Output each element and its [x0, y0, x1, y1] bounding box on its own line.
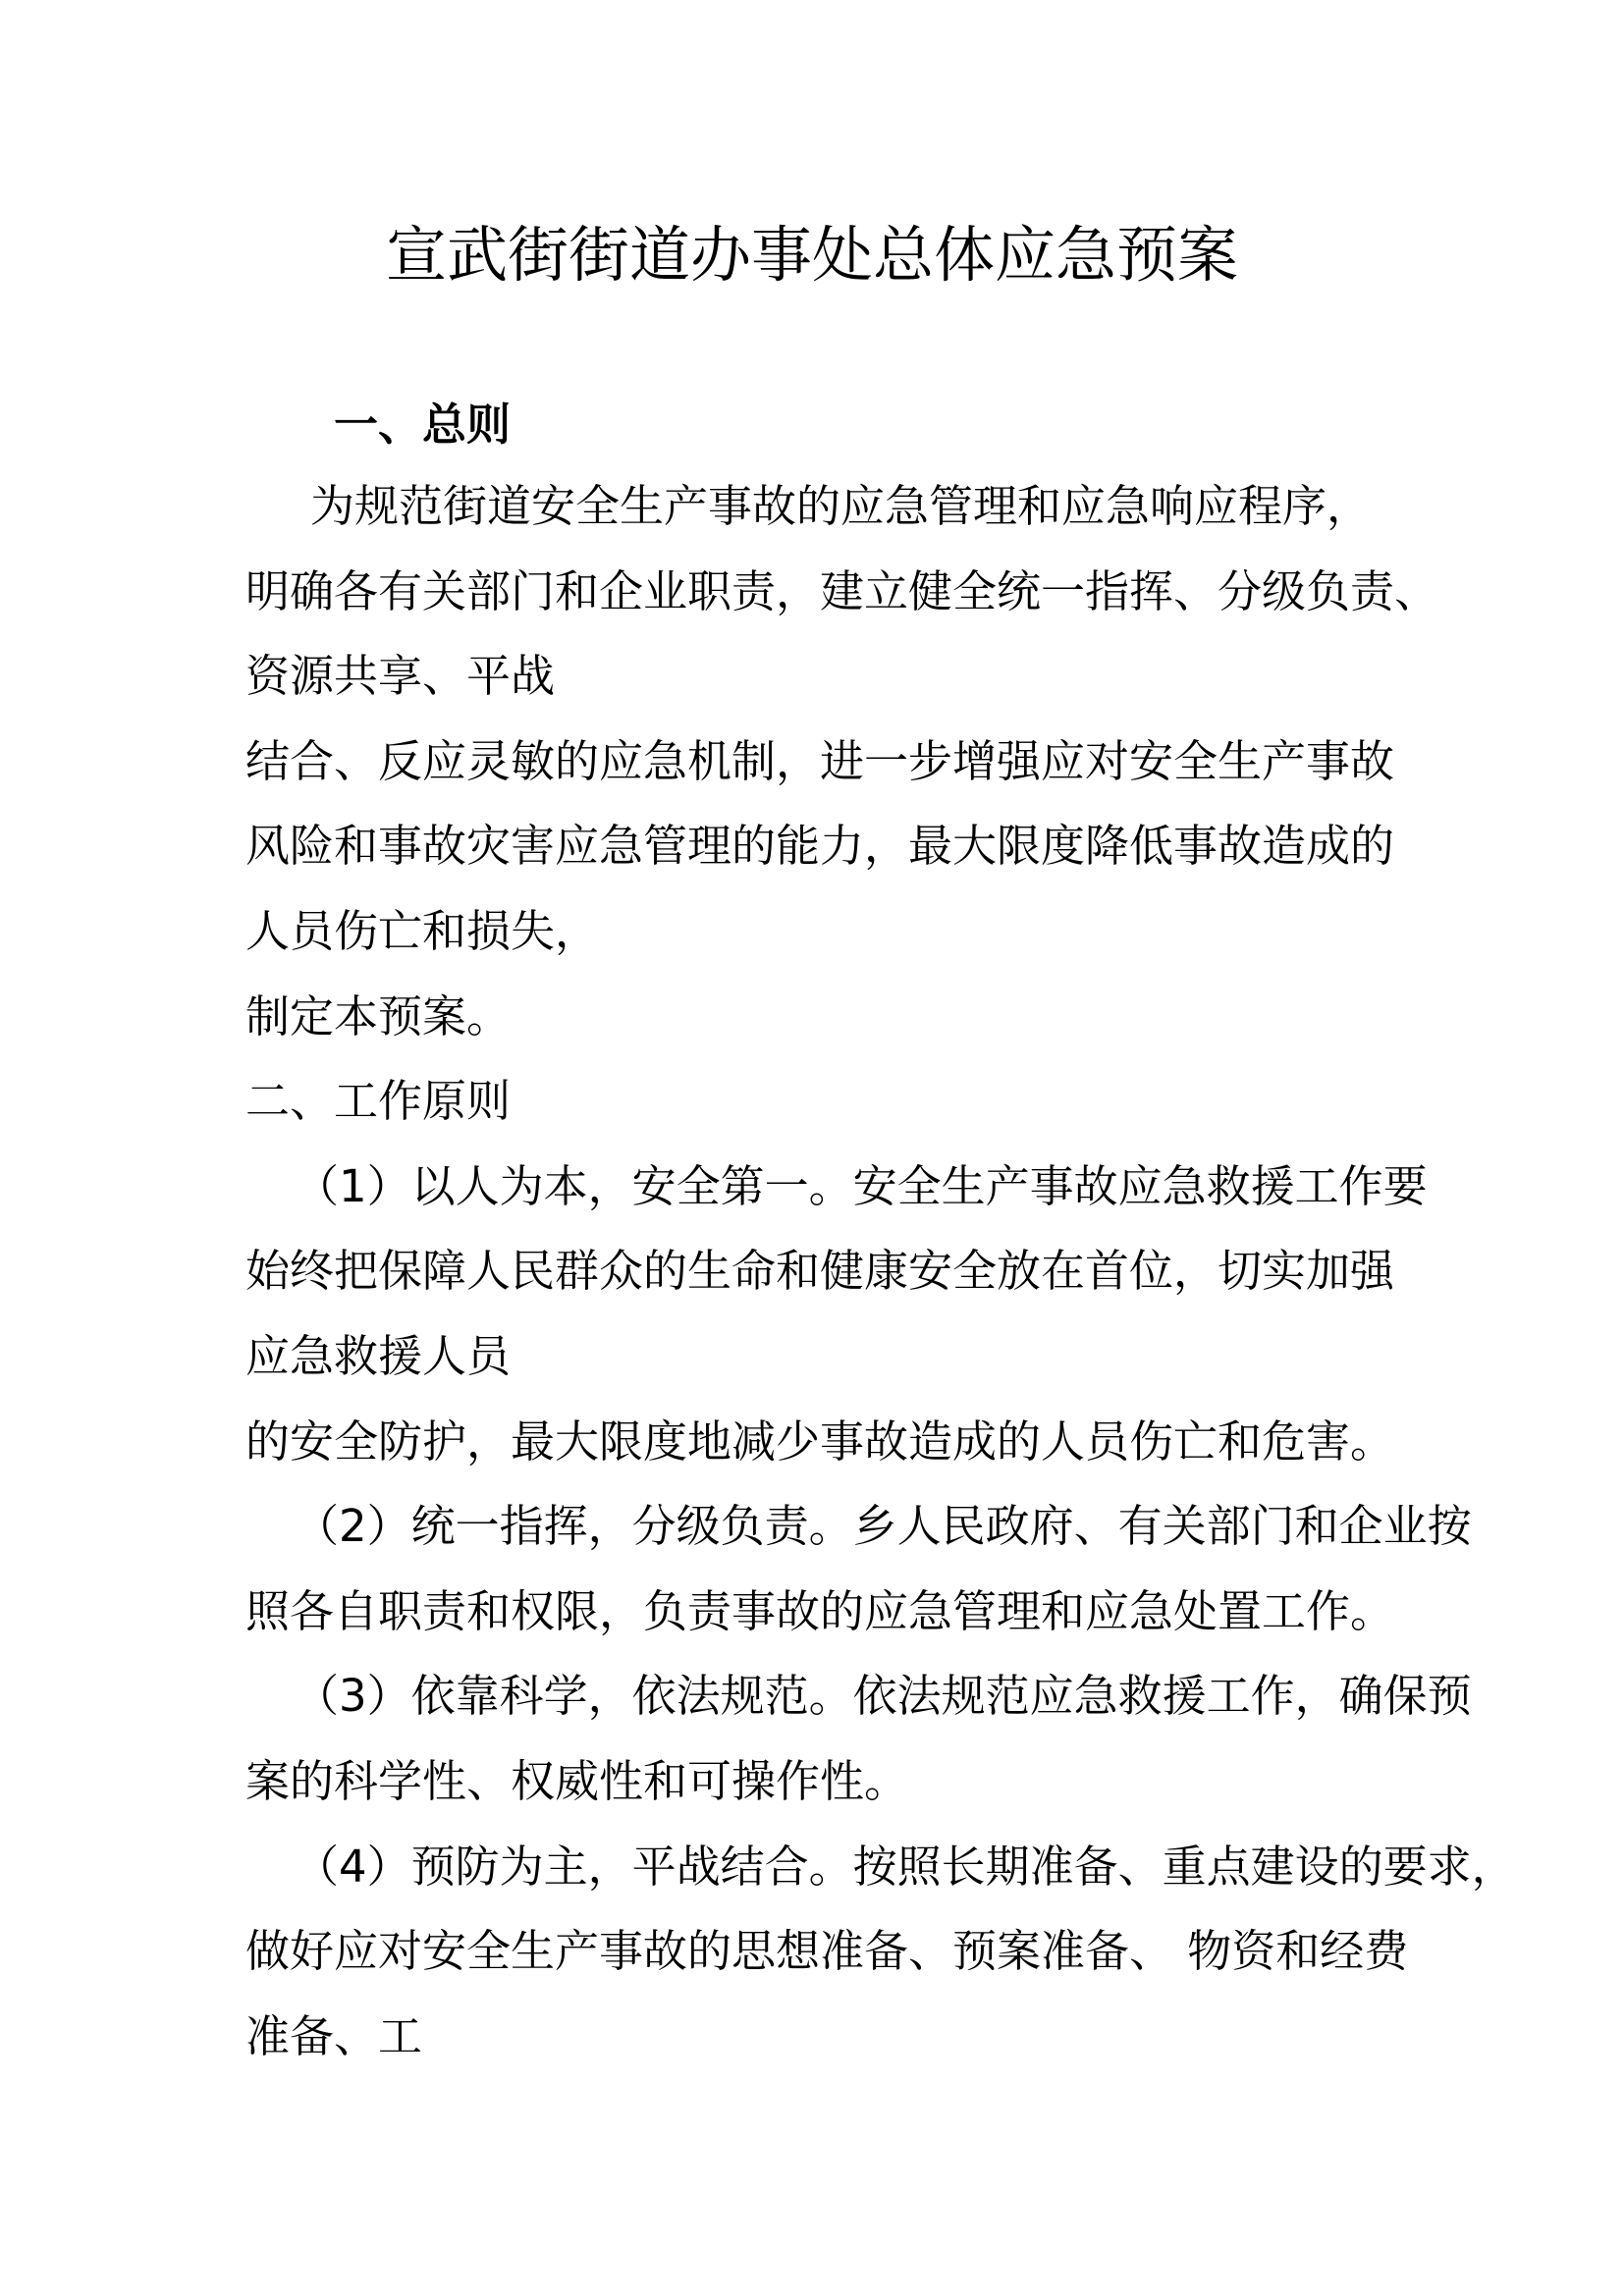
- body-line: 制定本预案。: [245, 990, 512, 1042]
- body-line: （2）统一指挥，分级负责。乡人民政府、有关部门和企业按: [295, 1500, 1472, 1552]
- body-line: 人员伤亡和损失，: [245, 905, 600, 957]
- body-line: 资源共享、平战: [245, 650, 556, 702]
- body-line: 案的科学性、权威性和可操作性。: [245, 1755, 909, 1807]
- body-line: （4）预防为主，平战结合。按照长期准备、重点建设的要求，: [295, 1841, 1516, 1893]
- body-line: 照各自职责和权限，负责事故的应急管理和应急处置工作。: [245, 1585, 1395, 1637]
- body-line: 结合、反应灵敏的应急机制，进一步增强应对安全生产事故: [245, 735, 1395, 787]
- section-heading-principles: 二、工作原则: [245, 1075, 512, 1127]
- body-line: 明确各有关部门和企业职责，建立健全统一指挥、分级负责、: [245, 565, 1439, 617]
- body-line: 准备、工: [245, 2010, 423, 2062]
- section-heading-general: 一、总则: [334, 399, 512, 451]
- body-line: 做好应对安全生产事故的思想准备、预案准备、 物资和经费: [245, 1925, 1409, 1977]
- body-line: 始终把保障人民群众的生命和健康安全放在首位，切实加强: [245, 1245, 1395, 1297]
- document-title: 宣武街街道办事处总体应急预案: [385, 219, 1238, 291]
- body-line: 应急救援人员: [245, 1330, 512, 1382]
- body-line: 风险和事故灾害应急管理的能力，最大限度降低事故造成的: [245, 820, 1395, 872]
- body-line: 的安全防护，最大限度地减少事故造成的人员伤亡和危害。: [245, 1415, 1395, 1468]
- body-line: （3）依靠科学，依法规范。依法规范应急救援工作，确保预: [295, 1670, 1472, 1722]
- body-line: （1）以人为本，安全第一。安全生产事故应急救援工作要: [295, 1160, 1428, 1212]
- body-line: 为规范街道安全生产事故的应急管理和应急响应程序，: [310, 480, 1372, 532]
